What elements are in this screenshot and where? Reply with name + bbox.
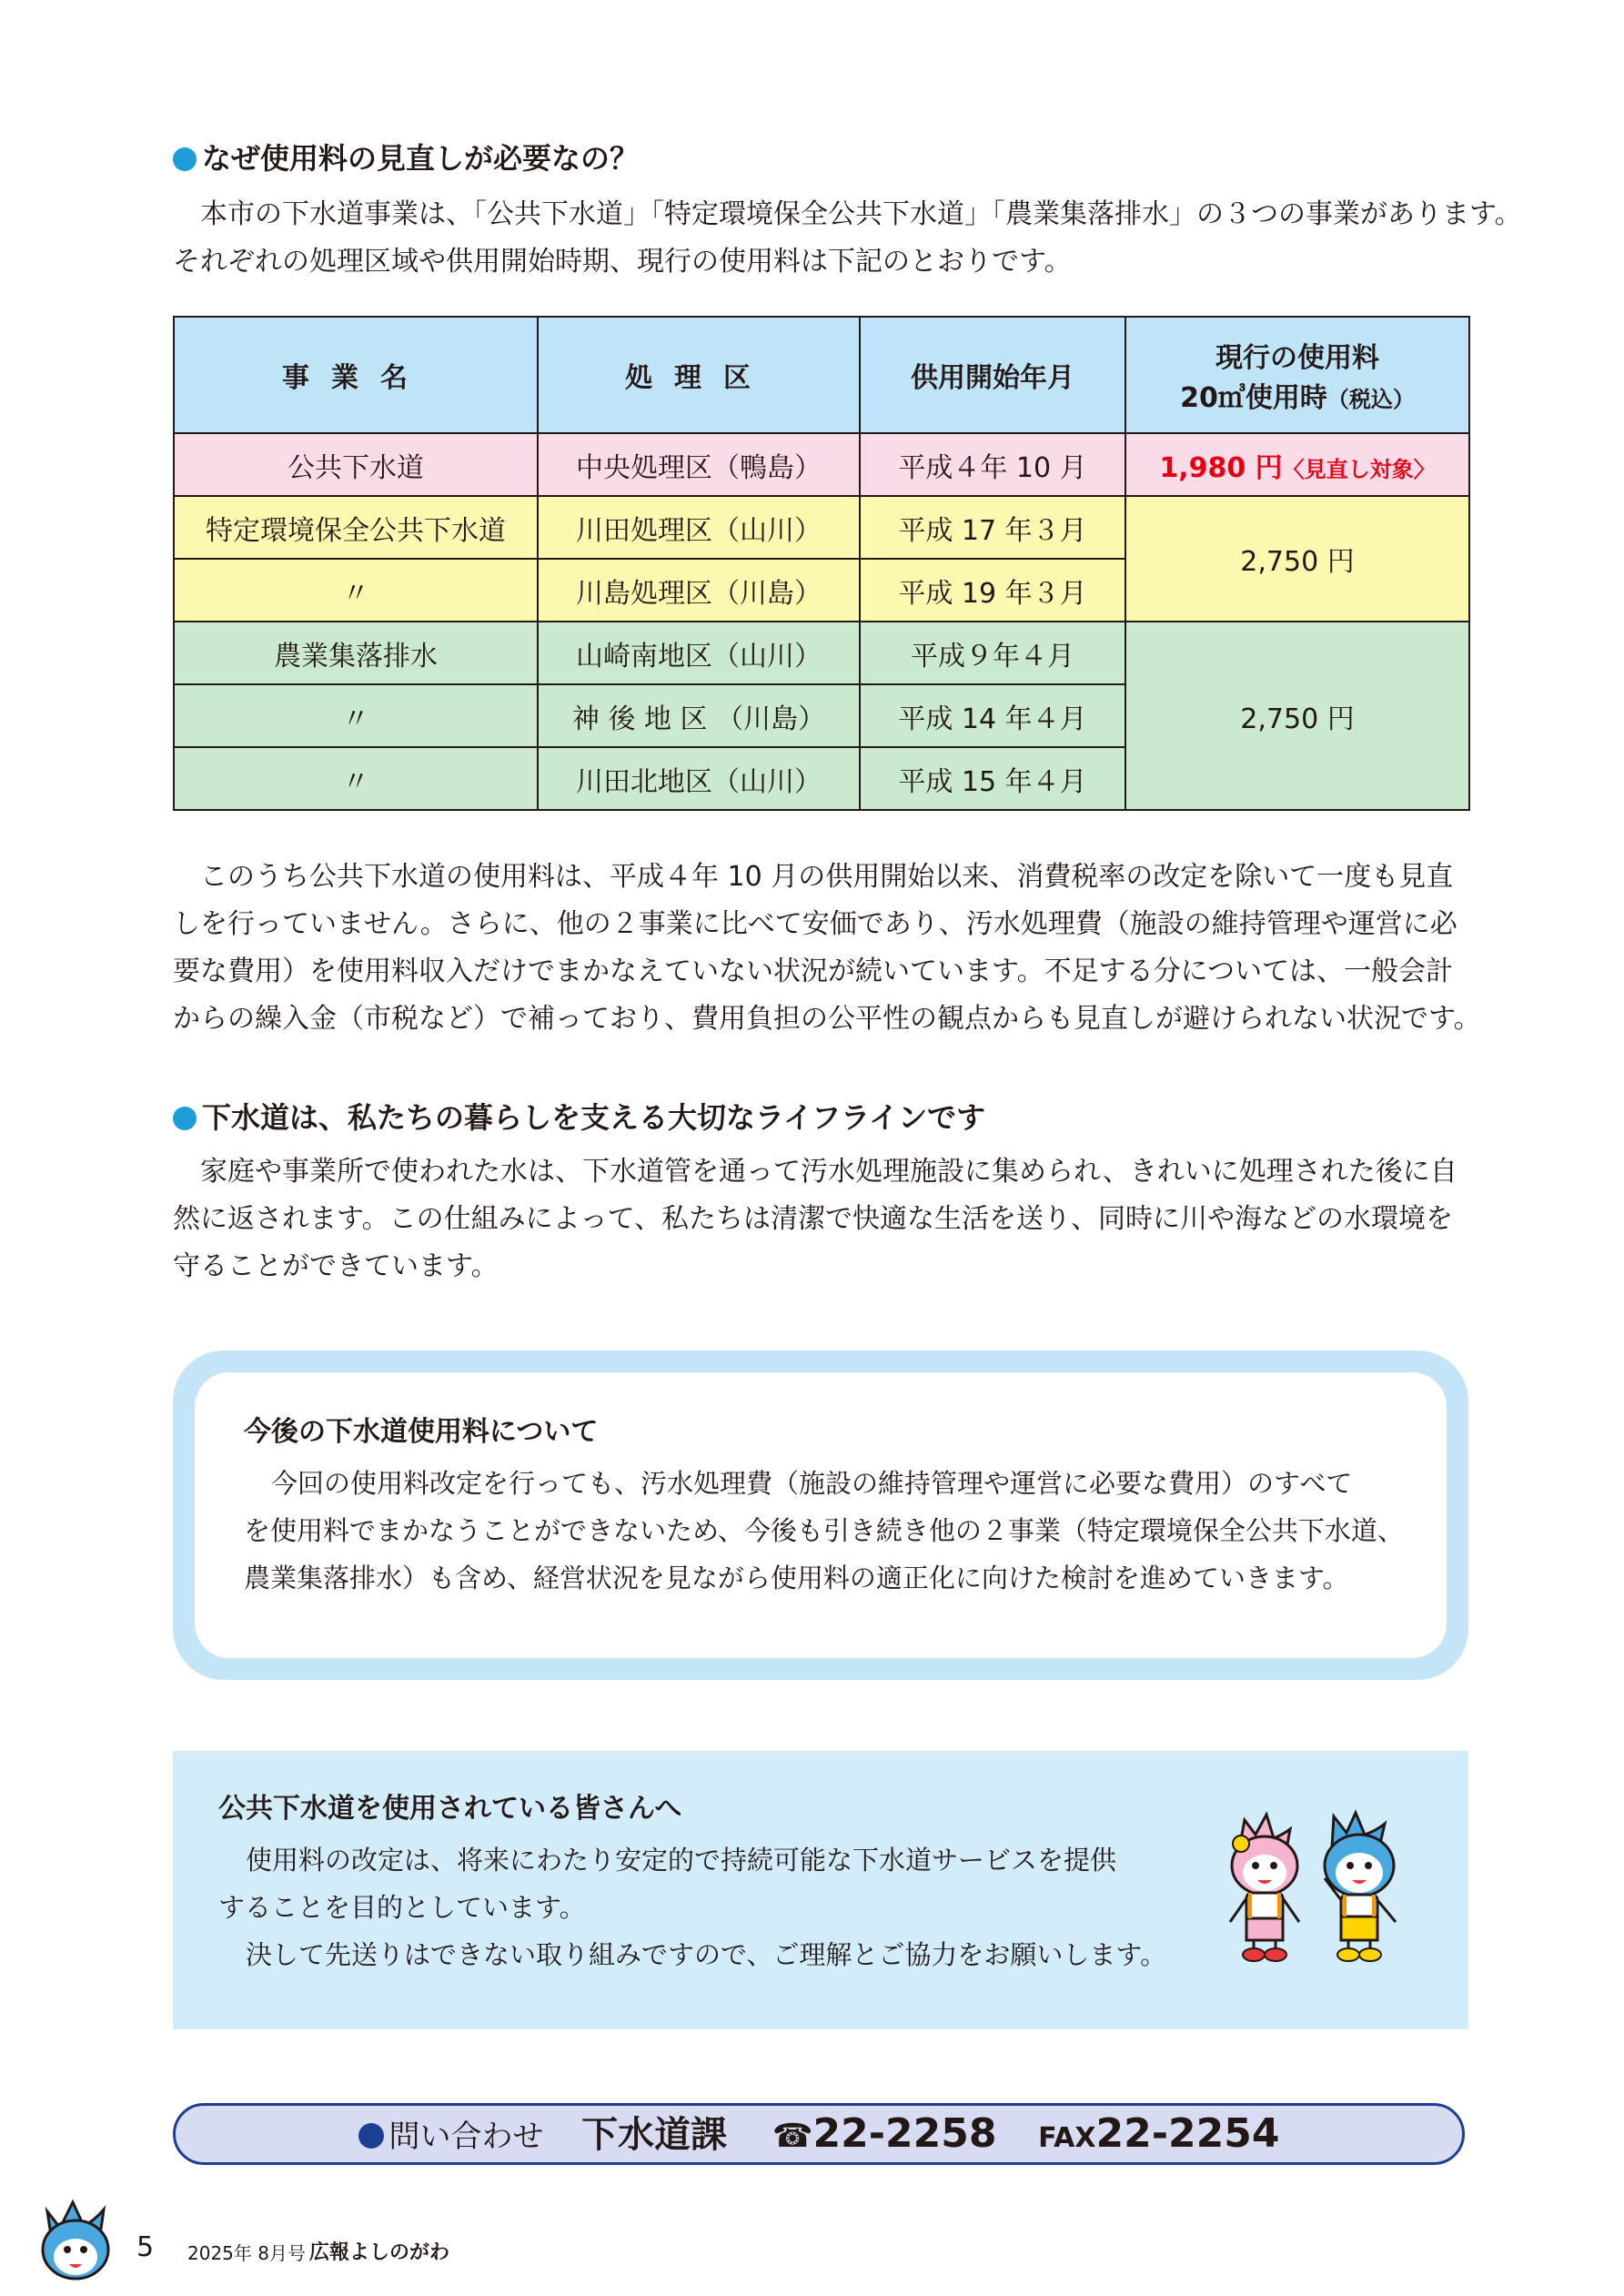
issue-date: 2025年 8月号	[187, 2242, 306, 2264]
row-start: 平成 14 年４月	[860, 684, 1125, 747]
future-fee-box-inner	[195, 1372, 1447, 1658]
contact-bar	[173, 2103, 1465, 2165]
section-intro-paragraph	[173, 191, 1522, 286]
header-fee-line2	[1126, 375, 1468, 415]
magazine-name: 広報よしのがわ	[309, 2241, 450, 2264]
phone-icon: ☎	[772, 2118, 813, 2155]
contact-tel: 22-2258	[812, 2110, 997, 2157]
row-name: 〃	[174, 684, 538, 747]
row-start: 平成 19 年３月	[860, 559, 1125, 622]
section-heading-lifeline	[173, 1099, 985, 1136]
contact-fax: 22-2254	[1095, 2110, 1280, 2157]
bullet-dot-icon	[173, 1107, 197, 1130]
mascot-characters-illustration	[1219, 1802, 1437, 1984]
row-start: 平成 17 年３月	[860, 496, 1125, 559]
intro-line-2: それぞれの処理区域や供用開始時期、現行の使用料は下記のとおりです。	[173, 246, 1072, 278]
users-message-paragraph	[218, 1836, 1166, 1978]
fee-public-note: 〈見直し対象〉	[1282, 456, 1436, 482]
lifeline-line-1: 家庭や事業所で使われた水は、下水道管を通って汚水処理施設に集められ、きれいに処理された後に自	[200, 1156, 1458, 1188]
future-line-2: を使用料でまかなうことができないため、今後も引き続き他の２事業（特定環境保全公共下水道、	[244, 1515, 1404, 1546]
users-line-1: 使用料の改定は、将来にわたり安定的で持続可能な下水道サービスを提供	[246, 1845, 1117, 1876]
row-district: 川田北地区（山川）	[538, 747, 860, 810]
table-row	[174, 622, 1469, 684]
blue-mascot	[1325, 1813, 1396, 1961]
fax-label: FAX	[1038, 2122, 1096, 2154]
fee-table	[173, 316, 1470, 811]
users-message-panel	[173, 1751, 1468, 2029]
fee-public-value: 1,980 円	[1159, 451, 1283, 484]
explanation-line-4: からの繰入金（市税など）で補っており、費用負担の公平性の観点からも見直しが避けられない状況です。	[173, 1003, 1481, 1035]
lifeline-paragraph	[173, 1148, 1458, 1290]
table-header-row	[174, 317, 1469, 433]
table-row	[174, 496, 1469, 559]
row-fee-public	[1125, 433, 1469, 496]
contact-bar-inner	[176, 2106, 1462, 2162]
header-fee-tax: （税込）	[1326, 387, 1415, 412]
row-name: 〃	[174, 747, 538, 810]
row-name: 特定環境保全公共下水道	[174, 496, 538, 559]
row-district: 中央処理区（鴨島）	[538, 433, 860, 496]
contact-label: 問い合わせ	[388, 2119, 544, 2155]
explanation-line-2: しを行っていません。さらに、他の２事業に比べて安価であり、汚水処理費（施設の維持管理や運営に必	[173, 908, 1458, 940]
lifeline-line-2: 然に返されます。この仕組みによって、私たちは清潔で快適な生活を送り、同時に川や海などの水環境を	[173, 1203, 1453, 1235]
explanation-line-3: 要な費用）を使用料収入だけでまかなえていない状況が続いています。不足する分については、一般会計	[173, 956, 1453, 987]
row-start: 平成 15 年４月	[860, 747, 1125, 810]
pink-mascot	[1230, 1815, 1299, 1961]
intro-line-1: 本市の下水道事業は、「公共下水道」「特定環境保全公共下水道」「農業集落排水」の３つの事業があります。	[200, 198, 1522, 230]
row-district: 神 後 地 区 （川島）	[538, 684, 860, 747]
future-fee-title: 今後の下水道使用料について	[244, 1416, 599, 1448]
page-number: 5	[136, 2231, 155, 2263]
row-fee-agri: 2,750 円	[1125, 622, 1469, 810]
users-line-2: することを目的としています。	[218, 1892, 586, 1923]
header-fee-volume: 20㎥使用時	[1180, 382, 1327, 414]
row-start: 平成９年４月	[860, 622, 1125, 684]
header-district: 処理区	[538, 317, 860, 433]
contact-dept: 下水道課	[581, 2114, 728, 2156]
users-line-3: 決して先送りはできない取り組みですので、ご理解とご協力をお願いします。	[246, 1939, 1167, 1970]
users-message-title: 公共下水道を使用されている皆さんへ	[218, 1793, 682, 1825]
header-fee	[1125, 317, 1469, 433]
row-name: 農業集落排水	[174, 622, 538, 684]
header-name: 事業名	[174, 317, 538, 433]
header-fee-line1: 現行の使用料	[1215, 342, 1379, 374]
row-district: 川島処理区（川島）	[538, 559, 860, 622]
explanation-line-1: このうち公共下水道の使用料は、平成４年 10 月の供用開始以来、消費税率の改定を除いて一度も見直	[200, 861, 1454, 893]
public-sewer-explanation	[173, 854, 1481, 1043]
footer-mascot-icon	[36, 2193, 115, 2284]
row-district: 山崎南地区（山川）	[538, 622, 860, 684]
header-start: 供用開始年月	[860, 317, 1125, 433]
contact-dot-icon	[358, 2123, 384, 2149]
row-name: 〃	[174, 559, 538, 622]
row-name: 公共下水道	[174, 433, 538, 496]
section-heading-why-text: なぜ使用料の見直しが必要なの？	[202, 141, 640, 176]
row-start: 平成４年 10 月	[860, 433, 1125, 496]
future-fee-paragraph	[244, 1460, 1404, 1602]
future-line-3: 農業集落排水）も含め、経営状況を見ながら使用料の適正化に向けた検討を進めていきます。	[244, 1563, 1349, 1593]
row-district: 川田処理区（山川）	[538, 496, 860, 559]
lifeline-line-3: 守ることができています。	[173, 1250, 499, 1282]
bullet-dot-icon	[173, 147, 197, 171]
future-fee-box	[173, 1350, 1468, 1680]
section-heading-why	[173, 140, 639, 177]
table-row	[174, 433, 1469, 496]
section-heading-lifeline-text: 下水道は、私たちの暮らしを支える大切なライフラインです	[202, 1100, 986, 1135]
future-line-1: 今回の使用料改定を行っても、汚水処理費（施設の維持管理や運営に必要な費用）のすべて	[271, 1468, 1353, 1499]
row-fee-special: 2,750 円	[1125, 496, 1469, 622]
